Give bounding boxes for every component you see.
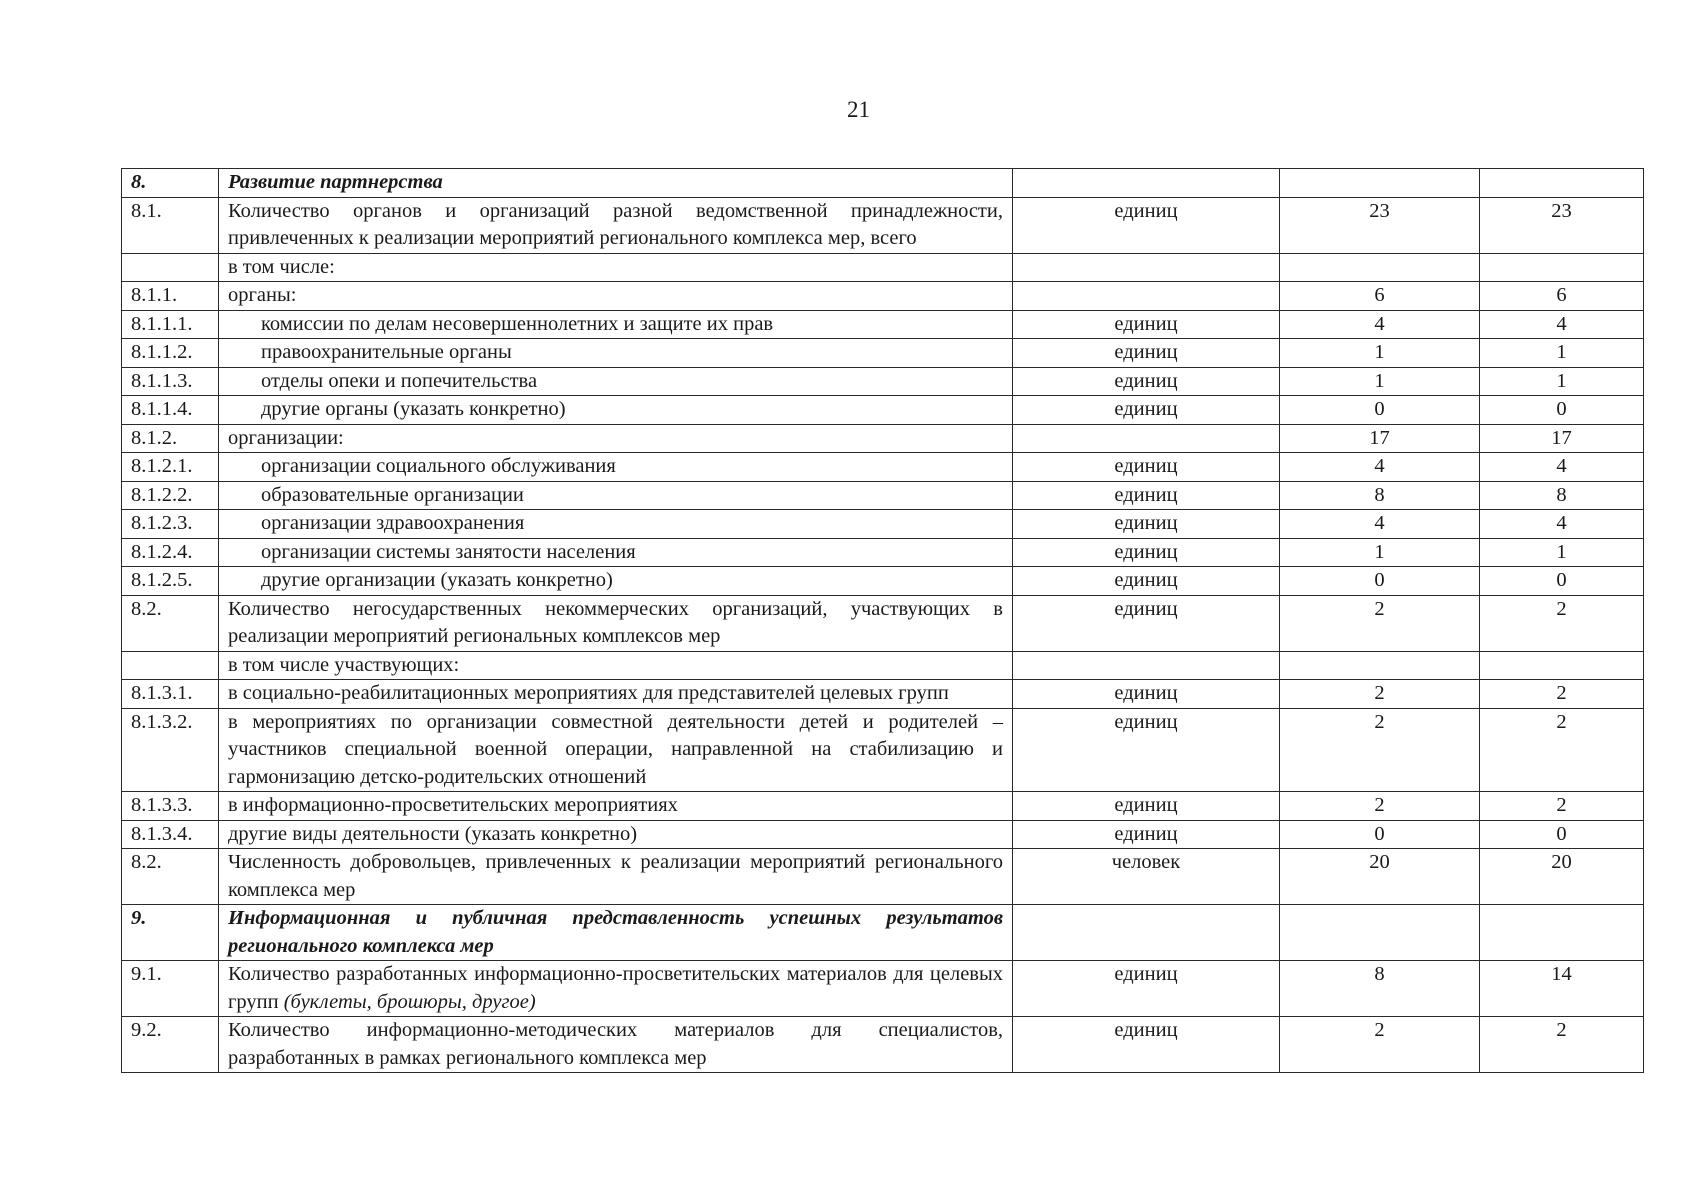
value-1-cell	[1280, 651, 1480, 680]
unit-cell: единиц	[1013, 339, 1280, 368]
unit-cell: единиц	[1013, 481, 1280, 510]
unit-cell	[1013, 424, 1280, 453]
indicator-name-cell: образовательные организации	[219, 481, 1013, 510]
indicator-name-cell	[219, 961, 1013, 1017]
table-row	[122, 651, 1644, 680]
indicator-name-cell: организации:	[219, 424, 1013, 453]
value-2-cell: 0	[1480, 820, 1644, 849]
indicator-name-cell: в социально-реабилитационных мероприятиях для представителей целевых групп	[219, 680, 1013, 709]
value-1-cell	[1280, 905, 1480, 961]
section-row	[122, 905, 1644, 961]
row-number-cell: 8.1.3.3.	[122, 792, 219, 821]
value-1-cell: 20	[1280, 849, 1480, 905]
indicator-name-cell: Количество негосударственных некоммерческих организаций, участвующих в реализации мероприятий региональных комплексов мер	[219, 595, 1013, 651]
value-2-cell: 23	[1480, 197, 1644, 253]
table-row	[122, 680, 1644, 709]
row-number-cell: 8.1.2.3.	[122, 510, 219, 539]
value-1-cell: 0	[1280, 396, 1480, 425]
unit-cell	[1013, 253, 1280, 282]
row-number-cell: 8.1.1.2.	[122, 339, 219, 368]
unit-cell: единиц	[1013, 680, 1280, 709]
value-2-cell: 6	[1480, 282, 1644, 311]
value-2-cell: 4	[1480, 453, 1644, 482]
value-2-cell: 2	[1480, 1017, 1644, 1073]
table-row	[122, 820, 1644, 849]
table-row	[122, 792, 1644, 821]
row-number-cell: 8.1.3.4.	[122, 820, 219, 849]
value-1-cell	[1280, 169, 1480, 198]
value-2-cell: 8	[1480, 481, 1644, 510]
unit-cell: человек	[1013, 849, 1280, 905]
value-1-cell: 4	[1280, 453, 1480, 482]
page-number: 21	[847, 97, 870, 122]
indicator-name-cell: другие органы (указать конкретно)	[219, 396, 1013, 425]
value-1-cell: 8	[1280, 961, 1480, 1017]
row-number-cell: 8.1.2.	[122, 424, 219, 453]
unit-cell: единиц	[1013, 961, 1280, 1017]
indicator-name-cell: другие виды деятельности (указать конкретно)	[219, 820, 1013, 849]
indicator-name-cell: Численность добровольцев, привлеченных к реализации мероприятий регионального комплекса мер	[219, 849, 1013, 905]
indicator-name-cell: Количество информационно-методических материалов для специалистов, разработанных в рамках регионального комплекса мер	[219, 1017, 1013, 1073]
value-1-cell: 0	[1280, 820, 1480, 849]
row-number-cell: 9.1.	[122, 961, 219, 1017]
unit-cell	[1013, 282, 1280, 311]
value-2-cell: 2	[1480, 708, 1644, 792]
indicator-name-cell: организации здравоохранения	[219, 510, 1013, 539]
row-number-cell: 8.1.2.2.	[122, 481, 219, 510]
row-number-cell: 8.2.	[122, 849, 219, 905]
table-row	[122, 253, 1644, 282]
value-2-cell	[1480, 253, 1644, 282]
indicator-name-cell: Развитие партнерства	[219, 169, 1013, 198]
row-number-cell: 8.1.1.4.	[122, 396, 219, 425]
value-2-cell: 2	[1480, 595, 1644, 651]
row-number-cell	[122, 651, 219, 680]
table-row	[122, 424, 1644, 453]
value-1-cell: 2	[1280, 680, 1480, 709]
unit-cell	[1013, 169, 1280, 198]
unit-cell: единиц	[1013, 820, 1280, 849]
unit-cell: единиц	[1013, 197, 1280, 253]
value-2-cell: 1	[1480, 367, 1644, 396]
value-1-cell: 1	[1280, 538, 1480, 567]
value-1-cell: 6	[1280, 282, 1480, 311]
table-row	[122, 282, 1644, 311]
value-1-cell	[1280, 253, 1480, 282]
unit-cell: единиц	[1013, 310, 1280, 339]
table-body	[122, 169, 1644, 1073]
table-row	[122, 567, 1644, 596]
row-number-cell: 9.2.	[122, 1017, 219, 1073]
unit-cell: единиц	[1013, 792, 1280, 821]
table-row	[122, 481, 1644, 510]
indicator-name-cell: в том числе:	[219, 253, 1013, 282]
indicator-name-cell: комиссии по делам несовершеннолетних и защите их прав	[219, 310, 1013, 339]
table-row	[122, 510, 1644, 539]
unit-cell: единиц	[1013, 708, 1280, 792]
indicator-name-cell: в информационно-просветительских мероприятиях	[219, 792, 1013, 821]
value-2-cell: 2	[1480, 680, 1644, 709]
value-2-cell: 0	[1480, 567, 1644, 596]
row-number-cell: 8.1.3.2.	[122, 708, 219, 792]
section-row	[122, 169, 1644, 198]
unit-cell: единиц	[1013, 367, 1280, 396]
value-1-cell: 4	[1280, 510, 1480, 539]
value-2-cell: 2	[1480, 792, 1644, 821]
unit-cell: единиц	[1013, 595, 1280, 651]
value-1-cell: 2	[1280, 595, 1480, 651]
value-2-cell: 1	[1480, 339, 1644, 368]
table-row	[122, 310, 1644, 339]
value-1-cell: 23	[1280, 197, 1480, 253]
indicator-name-cell: правоохранительные органы	[219, 339, 1013, 368]
row-number-cell: 8.1.2.4.	[122, 538, 219, 567]
indicator-name-cell: Информационная и публичная представленность успешных результатов регионального комплекса мер	[219, 905, 1013, 961]
value-2-cell: 4	[1480, 510, 1644, 539]
value-2-cell	[1480, 905, 1644, 961]
table-row	[122, 961, 1644, 1017]
table-row	[122, 849, 1644, 905]
table-row	[122, 396, 1644, 425]
unit-cell	[1013, 651, 1280, 680]
value-1-cell: 2	[1280, 708, 1480, 792]
value-1-cell: 1	[1280, 367, 1480, 396]
unit-cell: единиц	[1013, 567, 1280, 596]
unit-cell	[1013, 905, 1280, 961]
indicator-name-cell: организации социального обслуживания	[219, 453, 1013, 482]
row-number-cell: 9.	[122, 905, 219, 961]
unit-cell: единиц	[1013, 538, 1280, 567]
unit-cell: единиц	[1013, 396, 1280, 425]
value-2-cell	[1480, 169, 1644, 198]
row-number-cell: 8.1.1.1.	[122, 310, 219, 339]
row-number-cell: 8.1.2.1.	[122, 453, 219, 482]
table-row	[122, 197, 1644, 253]
indicators-table	[121, 168, 1644, 1073]
unit-cell: единиц	[1013, 1017, 1280, 1073]
unit-cell: единиц	[1013, 510, 1280, 539]
row-number-cell: 8.1.3.1.	[122, 680, 219, 709]
row-number-cell: 8.1.2.5.	[122, 567, 219, 596]
value-1-cell: 4	[1280, 310, 1480, 339]
value-2-cell: 4	[1480, 310, 1644, 339]
indicator-name-cell: отделы опеки и попечительства	[219, 367, 1013, 396]
value-1-cell: 1	[1280, 339, 1480, 368]
table-row	[122, 708, 1644, 792]
value-1-cell: 8	[1280, 481, 1480, 510]
indicator-note: (буклеты, брошюры, другое)	[283, 990, 536, 1013]
table-row	[122, 453, 1644, 482]
value-2-cell: 20	[1480, 849, 1644, 905]
indicator-name-cell: Количество органов и организаций разной ведомственной принадлежности, привлеченных к реализации мероприятий регионального комплекса мер, всего	[219, 197, 1013, 253]
indicator-name-cell: организации системы занятости населения	[219, 538, 1013, 567]
value-2-cell: 0	[1480, 396, 1644, 425]
value-2-cell: 1	[1480, 538, 1644, 567]
indicator-name-cell: органы:	[219, 282, 1013, 311]
row-number-cell: 8.	[122, 169, 219, 198]
table-row	[122, 339, 1644, 368]
table-row	[122, 538, 1644, 567]
value-2-cell: 14	[1480, 961, 1644, 1017]
row-number-cell: 8.1.1.	[122, 282, 219, 311]
indicator-name-cell: в том числе участвующих:	[219, 651, 1013, 680]
value-2-cell	[1480, 651, 1644, 680]
row-number-cell: 8.1.	[122, 197, 219, 253]
row-number-cell: 8.2.	[122, 595, 219, 651]
row-number-cell: 8.1.1.3.	[122, 367, 219, 396]
table-row	[122, 595, 1644, 651]
unit-cell: единиц	[1013, 453, 1280, 482]
value-1-cell: 0	[1280, 567, 1480, 596]
value-2-cell: 17	[1480, 424, 1644, 453]
indicator-name-cell: другие организации (указать конкретно)	[219, 567, 1013, 596]
value-1-cell: 2	[1280, 792, 1480, 821]
table-row	[122, 1017, 1644, 1073]
table-row	[122, 367, 1644, 396]
indicator-name-cell: в мероприятиях по организации совместной деятельности детей и родителей – участников специальной военной операции, направленной на стабилизацию и гармонизацию детско-родительских отношений	[219, 708, 1013, 792]
indicator-name-text: Количество разработанных информационно-просветительских материалов для целевых групп	[228, 963, 1003, 1013]
row-number-cell	[122, 253, 219, 282]
value-1-cell: 2	[1280, 1017, 1480, 1073]
value-1-cell: 17	[1280, 424, 1480, 453]
